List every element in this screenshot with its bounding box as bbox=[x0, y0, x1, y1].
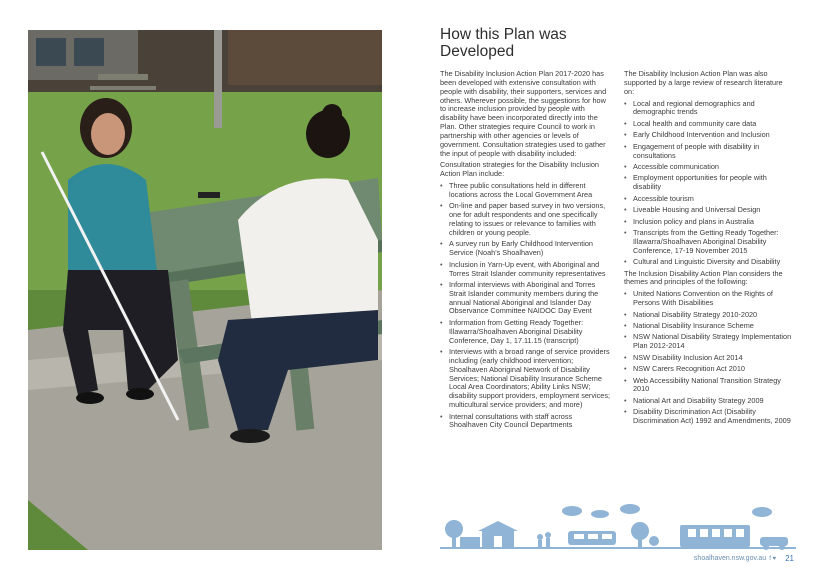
consultation-photo bbox=[28, 30, 382, 550]
list-item: • Employment opportunities for people with disability bbox=[624, 174, 794, 192]
intro-paragraph: The Disability Inclusion Action Plan 2017-2020 has been developed with extensive consultation with people with disability, their supporters, services and others. Wherever possible, the suggestions for how to increase inclusion provided by people with disability have been incorporated directly into the Plan. Other strategies require Council to work in partnership with other agencies or levels of government. Consultation strategies used to gather the input of people with disability included: bbox=[440, 69, 607, 158]
list-item: • Cultural and Linguistic Diversity and Disability bbox=[624, 258, 794, 267]
list-item: • United Nations Convention on the Rights of Persons With Disabilities bbox=[624, 290, 794, 308]
list-item: • NSW Carers Recognition Act 2010 bbox=[624, 365, 794, 374]
consultation-list bbox=[440, 182, 612, 430]
list-item: • National Disability Strategy 2010-2020 bbox=[624, 311, 794, 320]
list-item: • Information from Getting Ready Together: Illawarra/Shoalhaven Aboriginal Disability Conference, Day 1, 17.11.15 (transcript) bbox=[440, 319, 612, 346]
right-column bbox=[624, 70, 794, 429]
lead-paragraph: Consultation strategies for the Disability Inclusion Action Plan include: bbox=[440, 160, 599, 179]
list-item: • On-line and paper based survey in two versions, one for adult respondents and one specifically relating to issues or relevance to families with children or young people. bbox=[440, 202, 612, 237]
list-item: • Local and regional demographics and demographic trends bbox=[624, 100, 794, 118]
list-item: • A survey run by Early Childhood Intervention Service (Noah's Shoalhaven) bbox=[440, 240, 612, 258]
list-item: • National Art and Disability Strategy 2009 bbox=[624, 397, 794, 406]
list-item: • Interviews with a broad range of service providers including (early childhood intervention; Shoalhaven Aboriginal Network of Disability Services; National Disability Insurance Scheme Local Area Coordinators; Ability Links NSW; disability support providers, employment services; multicultural service providers; and more) bbox=[440, 348, 612, 410]
list-item: • Informal interviews with Aboriginal and Torres Strait Islander community members during the annual National Aboriginal and Islander Day Observance Committee NAIDOC Day Event bbox=[440, 281, 612, 316]
list-item: • Local health and community care data bbox=[624, 120, 794, 129]
website-link[interactable]: shoalhaven.nsw.gov.au bbox=[693, 555, 767, 562]
left-column bbox=[440, 70, 612, 433]
page-title: How this Plan was Developed bbox=[440, 26, 567, 60]
list-item: • Early Childhood Intervention and Inclusion bbox=[624, 131, 794, 140]
list-item: • Inclusion in Yarn-Up event, with Aboriginal and Torres Strait Islander community representatives bbox=[440, 261, 612, 279]
social-icons[interactable]: f ♥ bbox=[769, 555, 777, 562]
list-item: • National Disability Insurance Scheme bbox=[624, 322, 794, 331]
list-item: • Liveable Housing and Universal Design bbox=[624, 206, 794, 215]
list-item: • Disability Discrimination Act (Disability Discrimination Act) 1992 and Amendments, 2009 bbox=[624, 408, 794, 426]
page-number: 21 bbox=[785, 554, 794, 563]
list-item: • Inclusion policy and plans in Australia bbox=[624, 218, 794, 227]
principles-lead: The Inclusion Disability Action Plan considers the themes and principles of the following: bbox=[624, 268, 783, 287]
list-item: • NSW Disability Inclusion Act 2014 bbox=[624, 354, 794, 363]
research-intro: The Disability Inclusion Action Plan was also supported by a large review of research literature on: bbox=[624, 69, 783, 96]
list-item: • Engagement of people with disability in consultations bbox=[624, 143, 794, 161]
principles-list bbox=[624, 290, 794, 426]
list-item: • NSW National Disability Strategy Implementation Plan 2012-2014 bbox=[624, 333, 794, 351]
list-item: • Three public consultations held in different locations across the Local Government Area bbox=[440, 182, 612, 200]
list-item: • Web Accessibility National Transition Strategy 2010 bbox=[624, 377, 794, 395]
list-item: • Accessible tourism bbox=[624, 195, 794, 204]
page-footer bbox=[694, 554, 794, 563]
research-list bbox=[624, 100, 794, 267]
community-illustration bbox=[440, 503, 796, 551]
list-item: • Transcripts from the Getting Ready Together: Illawarra/Shoalhaven Aboriginal Disability Conference, 17-19 November 2015 bbox=[624, 229, 794, 256]
list-item: • Accessible communication bbox=[624, 163, 794, 172]
list-item: • Internal consultations with staff across Shoalhaven City Council Departments bbox=[440, 413, 612, 431]
